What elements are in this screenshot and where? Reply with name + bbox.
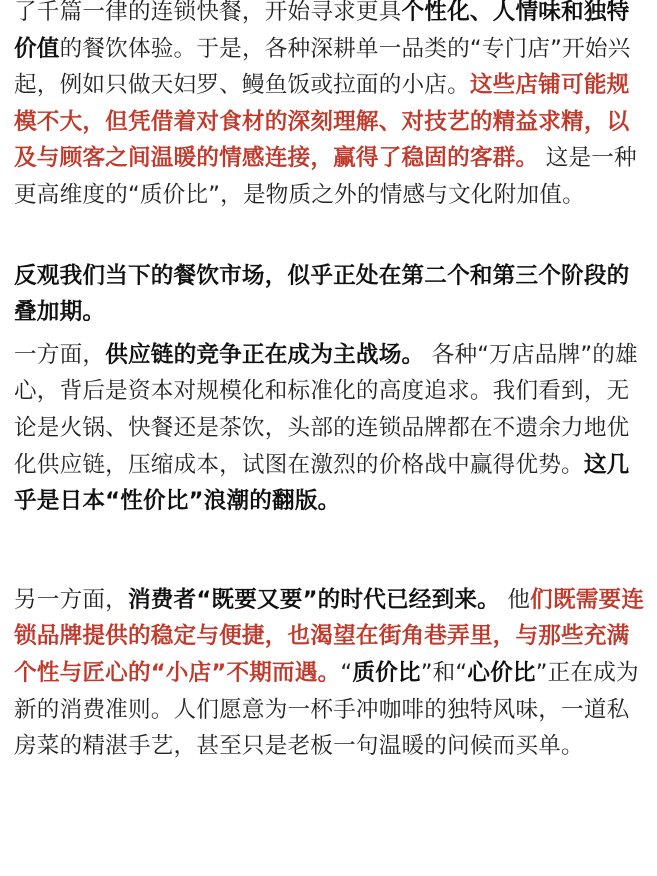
- bold-text-segment: 个性化、人情味和独特价值: [14, 0, 630, 62]
- text-segment: 这是一种更高维度的“质价比”，是物质之外的情感与文化附加值。: [14, 145, 637, 208]
- text-segment: 另一方面，: [14, 586, 128, 613]
- text-segment: 一方面，: [14, 341, 106, 368]
- text-segment: 他: [499, 586, 531, 613]
- paragraph-1: [14, 0, 648, 214]
- bold-text-segment: 这几乎是日本“性价比”浪潮的翻版。: [14, 451, 630, 515]
- bold-text-segment: 供应链的竞争正在成为主战场。: [105, 341, 425, 368]
- paragraph-4: [14, 582, 648, 765]
- bold-text-segment: 心价比: [467, 659, 536, 686]
- text-segment: ”和“: [420, 659, 468, 686]
- highlighted-text-segment: 这些店铺可能规模不大，但凭借着对食材的深刻理解、对技艺的精益求精，以及与顾客之间温暖的情感连接，赢得了稳固的客群。: [14, 72, 630, 172]
- text-segment: “: [340, 659, 353, 686]
- text-segment: 了千篇一律的连锁快餐，开始寻求更具: [14, 0, 402, 25]
- text-segment: 的餐饮体验。于是，各种深耕单一品类的“专门店”开始兴起，例如只做天妇罗、鳗鱼饭或拉面的小店。: [14, 35, 631, 99]
- bold-text-segment: 消费者“既要又要”的时代已经到来。: [127, 586, 500, 613]
- paragraph-spacer: [14, 214, 648, 258]
- bold-text-segment: 质价比: [352, 659, 421, 686]
- paragraph-3: [14, 337, 648, 520]
- text-segment: ”正在成为新的消费准则。人们愿意为一杯手冲咖啡的独特风味，一道私房菜的精湛手艺，甚至只是老板一句温暖的问候而买单。: [14, 659, 639, 760]
- paragraph-spacer: [14, 520, 648, 582]
- text-segment: 各种“万店品牌”的雄心，背后是资本对规模化和标准化的高度追求。我们看到，无论是火锅、快餐还是茶饮，头部的连锁品牌都在不遗余力地优化供应链，压缩成本，试图在激烈的价格战中赢得优势。: [14, 341, 638, 478]
- paragraph-2-heading: [14, 258, 648, 331]
- bold-text-segment: 反观我们当下的餐饮市场，似乎正处在第二个和第三个阶段的叠加期。: [14, 262, 630, 326]
- article-body: [14, 0, 648, 765]
- highlighted-text-segment: 们既需要连锁品牌提供的稳定与便捷，也渴望在街角巷弄里，与那些充满个性与匠心的“小店”不期而遇。: [14, 586, 645, 686]
